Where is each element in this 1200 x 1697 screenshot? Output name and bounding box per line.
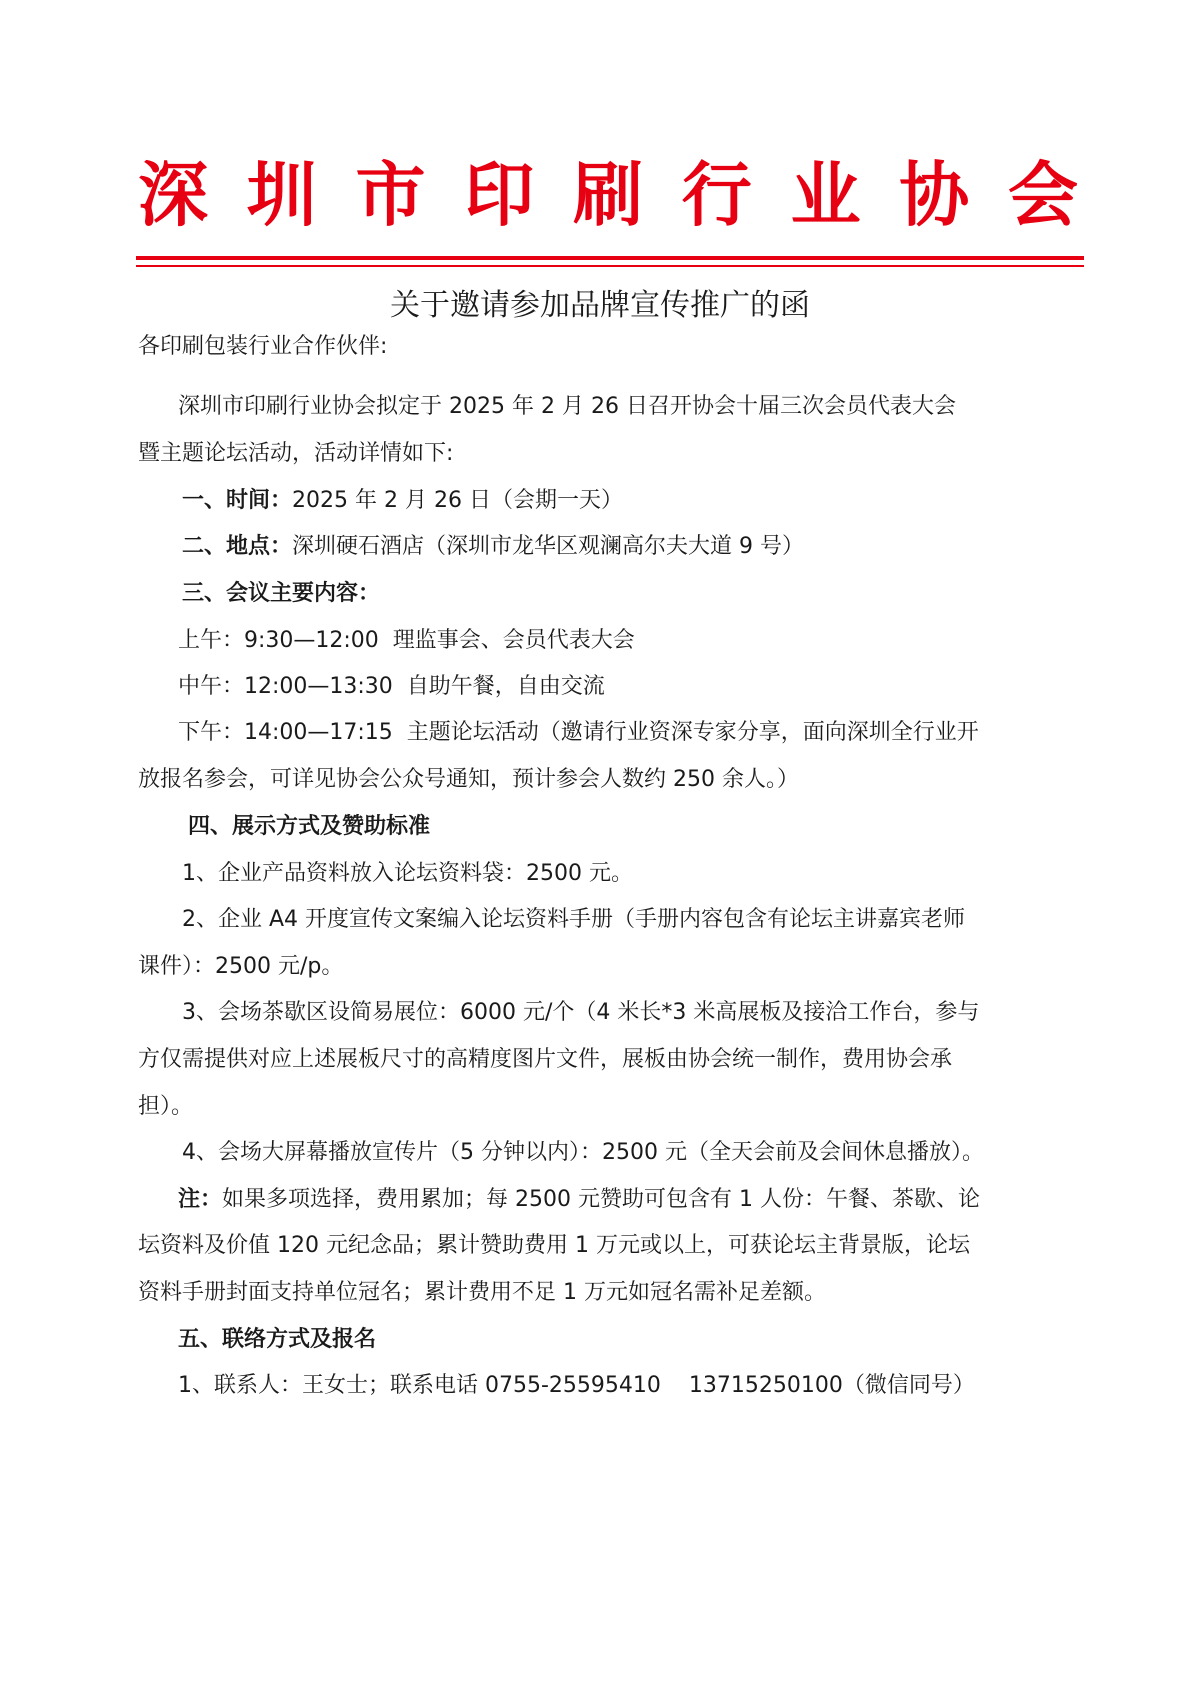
org-name-char: 业 xyxy=(790,153,861,236)
agenda-afternoon-text-1: 下午：14:00—17:15 主题论坛活动（邀请行业资深专家分享，面向深圳全行业开 xyxy=(178,720,979,745)
note-line-2: 坛资料及价值 120 元纪念品；累计赞助费用 1 万元或以上，可获论坛主背景版，论坛 xyxy=(138,1233,970,1258)
org-name-char: 协 xyxy=(899,153,970,236)
section-location-value: 深圳硬石酒店（深圳市龙华区观澜高尔夫大道 9 号） xyxy=(292,534,805,559)
agenda-afternoon-line-1 xyxy=(178,716,979,750)
organization-name-heading xyxy=(138,150,1078,240)
section-location xyxy=(182,530,804,564)
sponsor-item-4: 4、会场大屏幕播放宣传片（5 分钟以内）：2500 元（全天会前及会间休息播放）。 xyxy=(182,1140,984,1165)
section-time-label: 一、时间： xyxy=(182,488,293,513)
sponsor-item-1: 1、企业产品资料放入论坛资料袋：2500 元。 xyxy=(182,861,633,886)
section-sponsorship-heading: 四、展示方式及赞助标准 xyxy=(188,814,431,839)
note-line-3: 资料手册封面支持单位冠名；累计费用不足 1 万元如冠名需补足差额。 xyxy=(138,1280,826,1305)
salutation: 各印刷包装行业合作伙伴: xyxy=(138,334,388,359)
contact-text: 1、联系人：王女士；联系电话 0755-25595410 13715250100（微信同号） xyxy=(178,1373,975,1398)
org-name-char: 刷 xyxy=(573,153,643,236)
intro-line-2: 暨主题论坛活动，活动详情如下: xyxy=(138,441,454,466)
note-line-1 xyxy=(178,1183,980,1217)
sponsor-item-3-line-3: 担）。 xyxy=(138,1094,194,1119)
sponsor-item-2-line-2: 课件）：2500 元/p。 xyxy=(138,954,344,979)
agenda-morning-text: 上午：9:30—12:00 理监事会、会员代表大会 xyxy=(178,628,635,653)
sponsor-item-3-line-1: 3、会场茶歇区设简易展位：6000 元/个（4 米长*3 米高展板及接洽工作台，参与 xyxy=(182,1000,980,1025)
org-name-char: 行 xyxy=(681,153,752,236)
org-name-char: 深 xyxy=(138,153,208,236)
org-name-char: 圳 xyxy=(246,153,317,236)
org-name-char: 会 xyxy=(1008,153,1078,236)
sponsor-item-2-line-1: 2、企业 A4 开度宣传文案编入论坛资料手册（手册内容包含有论坛主讲嘉宾老师 xyxy=(182,907,966,932)
section-time-value: 2025 年 2 月 26 日（会期一天） xyxy=(292,488,623,513)
org-name-char: 市 xyxy=(355,153,426,236)
letter-title: 关于邀请参加品牌宣传推广的函 xyxy=(390,288,810,323)
header-divider-thick xyxy=(136,256,1084,260)
org-name-char: 印 xyxy=(464,153,535,236)
note-text-1: 如果多项选择，费用累加；每 2500 元赞助可包含有 1 人份：午餐、茶歇、论 xyxy=(222,1187,980,1212)
section-agenda-heading: 三、会议主要内容： xyxy=(182,581,381,606)
note-label: 注： xyxy=(178,1187,223,1212)
header-divider-thin xyxy=(136,265,1084,267)
section-time xyxy=(182,484,623,518)
agenda-morning xyxy=(178,624,635,658)
agenda-noon-text: 中午：12:00—13:30 自助午餐，自由交流 xyxy=(178,674,605,699)
agenda-noon xyxy=(178,670,605,704)
section-location-label: 二、地点： xyxy=(182,534,293,559)
contact-line xyxy=(178,1369,975,1403)
sponsor-item-3-line-2: 方仅需提供对应上述展板尺寸的高精度图片文件，展板由协会统一制作，费用协会承 xyxy=(138,1047,953,1072)
agenda-afternoon-line-2: 放报名参会，可详见协会公众号通知，预计参会人数约 250 余人。） xyxy=(138,767,799,792)
intro-line-1: 深圳市印刷行业协会拟定于 2025 年 2 月 26 日召开协会十届三次会员代表大会 xyxy=(178,394,956,419)
section-contact-heading: 五、联络方式及报名 xyxy=(178,1327,377,1352)
